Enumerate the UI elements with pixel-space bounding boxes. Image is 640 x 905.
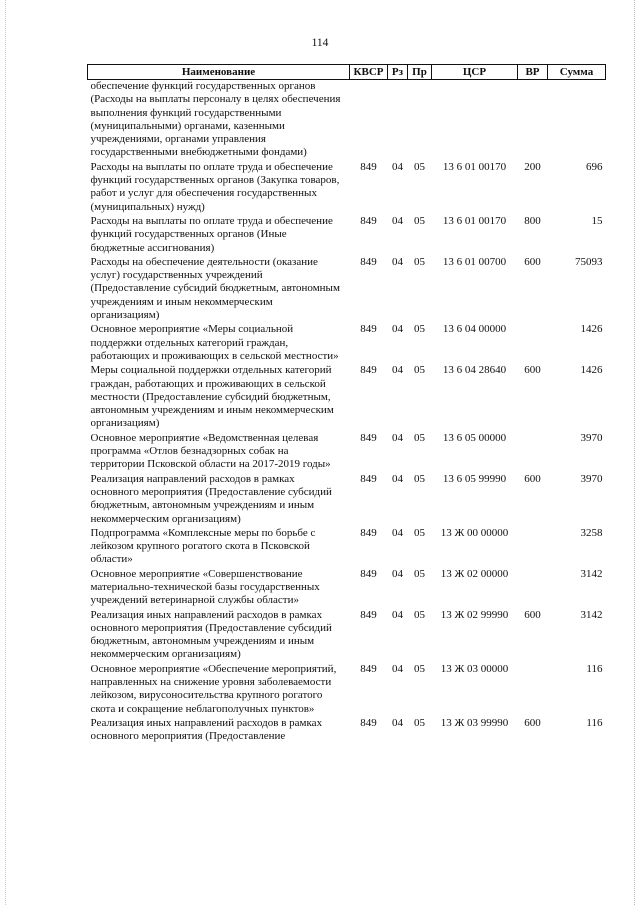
cell-vr: 200 — [524, 160, 541, 173]
cell-sum: 3970 — [580, 431, 603, 444]
scan-edge-right — [634, 0, 638, 905]
cell-pr: 05 — [414, 214, 425, 227]
cell-vr — [518, 80, 548, 160]
cell-name: Подпрограмма «Комплексные меры по борьбе с лейкозом крупного рогатого скота в Псковской области» — [90, 526, 316, 566]
cell-name: Реализация направлений расходов в рамках основного мероприятия (Предоставление субсидий бюджетным, автономным учреждениям и иным некоммерческим организациям) — [90, 472, 332, 525]
header-vr: ВР — [518, 65, 548, 80]
cell-rz: 04 — [392, 472, 403, 485]
cell-vr: 600 — [524, 472, 541, 485]
cell-csr: 13 6 04 00000 — [442, 323, 507, 336]
table-row — [88, 526, 606, 567]
page-number: 114 — [311, 37, 329, 49]
cell-rz: 04 — [392, 608, 403, 621]
cell-vr: 800 — [524, 214, 541, 227]
cell-csr: 13 6 01 00170 — [442, 214, 507, 227]
table-body — [88, 80, 606, 744]
cell-rz: 04 — [392, 431, 403, 444]
cell-kvsr: 849 — [360, 323, 377, 336]
cell-sum — [548, 80, 606, 160]
cell-pr: 05 — [414, 364, 425, 377]
cell-rz: 04 — [392, 214, 403, 227]
cell-pr: 05 — [414, 160, 425, 173]
cell-sum: 116 — [586, 662, 603, 675]
cell-name: Расходы на обеспечение деятельности (оказание услуг) государственных учреждений (Предоставление субсидий бюджетным, автономным учреждениям и иным некоммерческим организациям) — [90, 255, 340, 322]
cell-kvsr: 849 — [360, 608, 377, 621]
cell-rz: 04 — [392, 255, 403, 268]
cell-kvsr: 849 — [360, 431, 377, 444]
cell-name: Меры социальной поддержки отдельных категорий граждан, работающих и проживающих в сельской местности (Предоставление субсидий бюджетным, автономным учреждениям и иным некоммерческим организациям) — [90, 364, 334, 430]
cell-name: Расходы на выплаты по оплате труда и обеспечение функций государственных органов (Закупка товаров, работ и услуг для обеспечения государственных (муниципальных) нужд) — [90, 160, 340, 213]
table-row — [88, 608, 606, 662]
cell-csr: 13 Ж 02 00000 — [440, 567, 509, 580]
table-row — [88, 716, 606, 744]
cell-rz: 04 — [392, 323, 403, 336]
scan-edge-left — [2, 0, 6, 905]
table-row — [88, 472, 606, 526]
cell-rz — [388, 80, 408, 160]
cell-sum: 15 — [591, 214, 603, 227]
cell-name: Расходы на выплаты по оплате труда и обеспечение функций государственных органов (Иные бюджетные ассигнования) — [90, 214, 333, 254]
cell-pr: 05 — [414, 323, 425, 336]
cell-name: Основное мероприятие «Меры социальной поддержки отдельных категорий граждан, работающих и проживающих в сельской местности» — [90, 323, 339, 362]
cell-sum: 3142 — [580, 567, 603, 580]
table-row — [88, 80, 606, 160]
cell-rz: 04 — [392, 716, 403, 729]
cell-vr — [518, 567, 548, 608]
table-row — [88, 160, 606, 214]
cell-pr: 05 — [414, 662, 425, 675]
cell-vr — [518, 322, 548, 363]
cell-pr: 05 — [414, 526, 425, 539]
cell-pr: 05 — [414, 472, 425, 485]
cell-csr: 13 Ж 03 00000 — [440, 662, 509, 675]
table-row — [88, 255, 606, 322]
cell-kvsr: 849 — [360, 472, 377, 485]
table-row — [88, 567, 606, 608]
table-row — [88, 322, 606, 363]
table-header-row — [88, 65, 606, 80]
cell-sum: 3142 — [580, 608, 603, 621]
table-row — [88, 363, 606, 430]
cell-csr: 13 6 01 00700 — [442, 255, 507, 268]
table-row — [88, 431, 606, 472]
cell-vr — [518, 526, 548, 567]
cell-name: Основное мероприятие «Обеспечение мероприятий, направленных на снижение уровня заболеваемости лейкозом, вирусоносительства крупного рогатого скота и сокращение неблагополучных пунктов» — [90, 662, 337, 715]
header-kvsr: КВСР — [350, 65, 388, 80]
cell-name: Реализация иных направлений расходов в рамках основного мероприятия (Предоставление — [90, 716, 323, 743]
cell-vr: 600 — [524, 364, 541, 377]
cell-rz: 04 — [392, 662, 403, 675]
cell-kvsr — [350, 80, 388, 160]
cell-sum: 3970 — [580, 472, 603, 485]
cell-kvsr: 849 — [360, 214, 377, 227]
table-row — [88, 662, 606, 716]
cell-name: Основное мероприятие «Ведомственная целевая программа «Отлов безнадзорных собак на территории Псковской области на 2017-2019 годы» — [90, 431, 331, 471]
cell-csr: 13 Ж 00 00000 — [440, 526, 509, 539]
cell-rz: 04 — [392, 364, 403, 377]
cell-rz: 04 — [392, 526, 403, 539]
header-pr: Пр — [408, 65, 432, 80]
cell-csr: 13 Ж 03 99990 — [440, 716, 509, 729]
cell-kvsr: 849 — [360, 567, 377, 580]
cell-pr: 05 — [414, 255, 425, 268]
cell-pr: 05 — [414, 716, 425, 729]
cell-pr — [408, 80, 432, 160]
header-name: Наименование — [88, 65, 350, 80]
cell-csr: 13 6 05 00000 — [442, 431, 507, 444]
cell-name: Основное мероприятие «Совершенствование материально-технической базы государственных учреждений ветеринарной службы области» — [90, 567, 320, 607]
cell-name: Реализация иных направлений расходов в рамках основного мероприятия (Предоставление субсидий бюджетным, автономным учреждениям и иным некоммерческим организациям) — [90, 608, 332, 661]
cell-vr: 600 — [524, 716, 541, 729]
cell-rz: 04 — [392, 160, 403, 173]
cell-vr — [518, 431, 548, 472]
budget-table — [87, 64, 606, 744]
cell-sum: 1426 — [580, 323, 603, 336]
cell-vr: 600 — [524, 255, 541, 268]
header-sum: Сумма — [548, 65, 606, 80]
header-csr: ЦСР — [432, 65, 518, 80]
cell-csr: 13 6 01 00170 — [442, 160, 507, 173]
cell-csr — [432, 80, 518, 160]
cell-pr: 05 — [414, 431, 425, 444]
table-row — [88, 214, 606, 255]
cell-csr: 13 Ж 02 99990 — [440, 608, 509, 621]
cell-kvsr: 849 — [360, 526, 377, 539]
cell-vr — [518, 662, 548, 716]
cell-sum: 1426 — [580, 364, 603, 377]
cell-csr: 13 6 05 99990 — [442, 472, 507, 485]
cell-vr: 600 — [524, 608, 541, 621]
cell-name: обеспечение функций государственных органов (Расходы на выплаты персоналу в целях обеспечения выполнения функций государственными (муниципальными) органами, казенными учреждениями, органами управления государственными внебюджетными фондами) — [90, 80, 341, 159]
cell-rz: 04 — [392, 567, 403, 580]
header-rz: Рз — [388, 65, 408, 80]
cell-pr: 05 — [414, 608, 425, 621]
cell-kvsr: 849 — [360, 716, 377, 729]
cell-pr: 05 — [414, 567, 425, 580]
cell-kvsr: 849 — [360, 160, 377, 173]
cell-sum: 75093 — [575, 255, 603, 268]
cell-csr: 13 6 04 28640 — [442, 364, 507, 377]
cell-kvsr: 849 — [360, 364, 377, 377]
cell-kvsr: 849 — [360, 662, 377, 675]
cell-sum: 696 — [586, 160, 603, 173]
cell-sum: 3258 — [580, 526, 603, 539]
cell-kvsr: 849 — [360, 255, 377, 268]
cell-sum: 116 — [586, 716, 603, 729]
